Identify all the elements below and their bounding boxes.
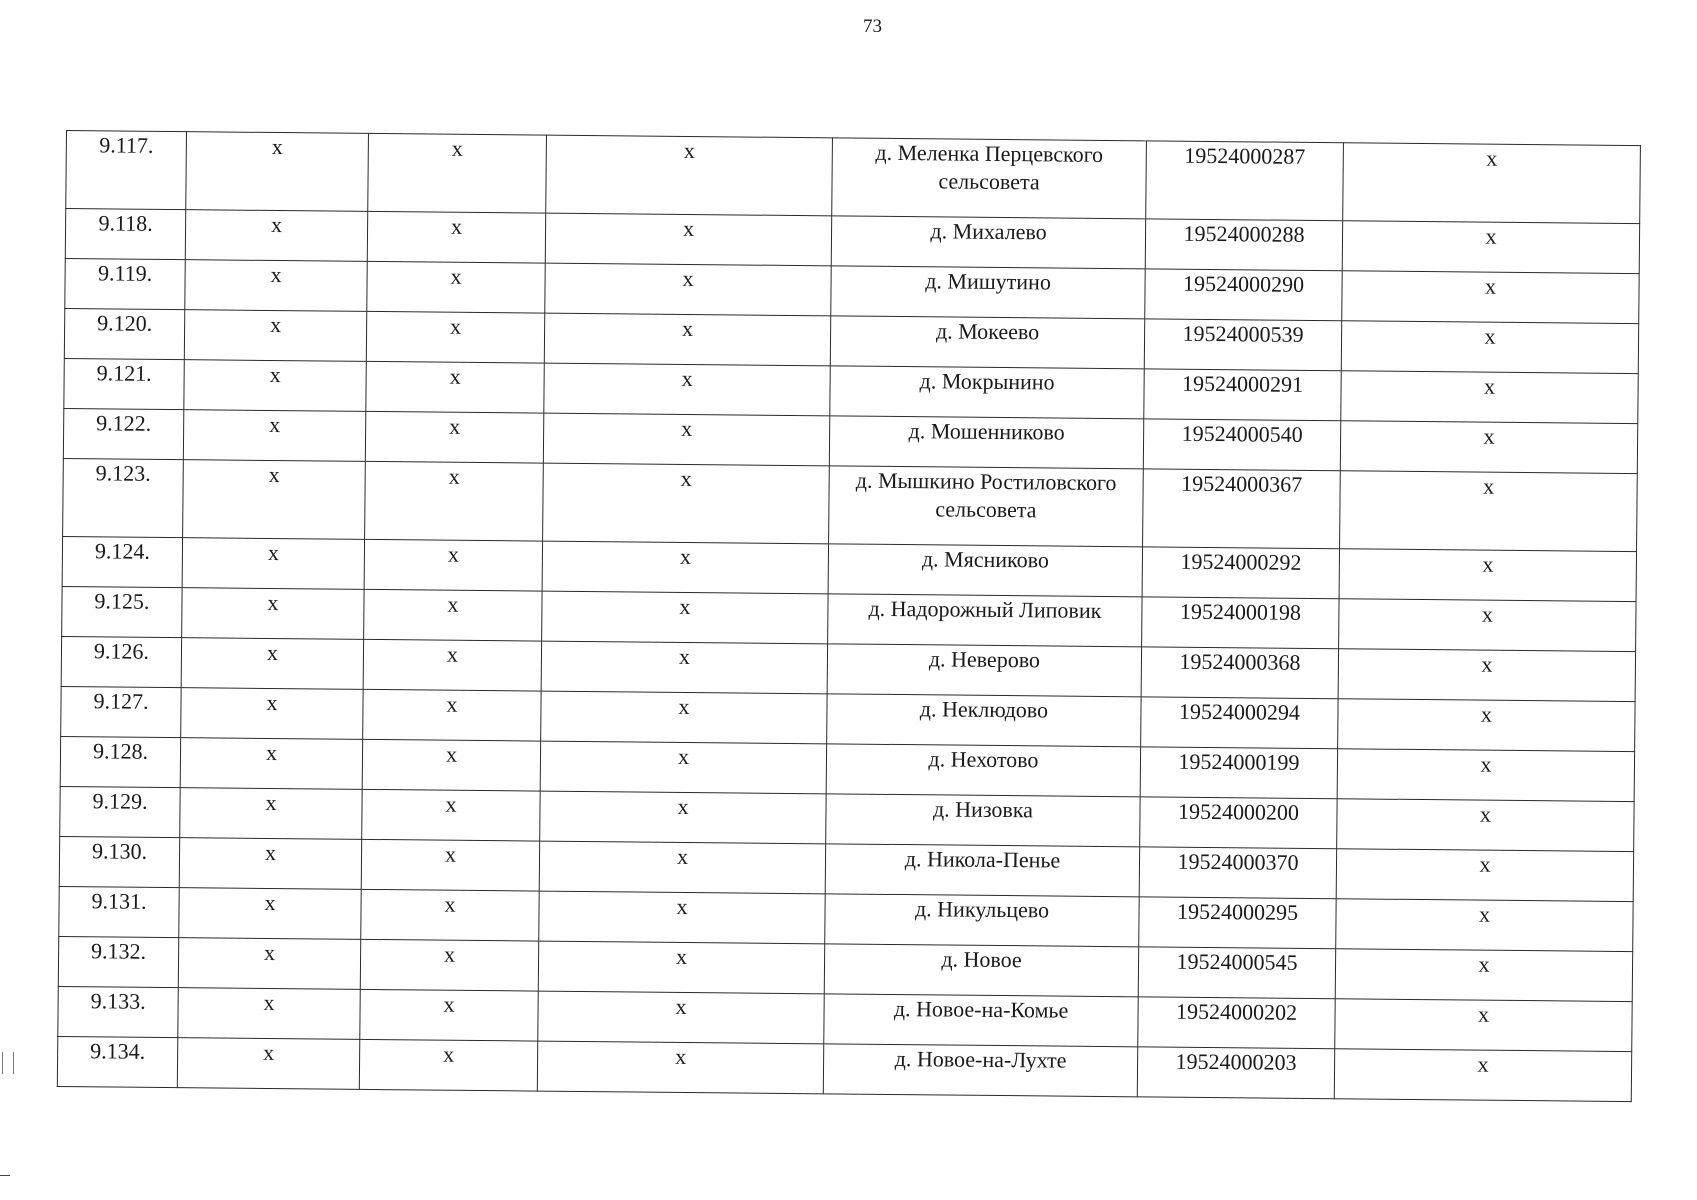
- column-4-cell: x: [546, 135, 833, 216]
- settlement-name-cell: д. Неверово: [827, 644, 1141, 697]
- column-7-cell: x: [1342, 221, 1639, 274]
- settlement-name-cell: д. Мышкино Ростиловского сельсовета: [829, 466, 1144, 547]
- row-number-cell: 9.133.: [58, 986, 178, 1037]
- settlement-code-cell: 19524000292: [1142, 547, 1339, 599]
- settlement-code-cell: 19524000288: [1145, 219, 1342, 271]
- column-7-cell: x: [1340, 421, 1637, 474]
- column-7-cell: x: [1335, 949, 1632, 1002]
- settlement-name-cell: д. Нехотово: [826, 744, 1140, 797]
- column-3-cell: x: [365, 461, 544, 541]
- column-4-cell: x: [539, 841, 825, 894]
- settlement-code-cell: 19524000545: [1138, 947, 1335, 999]
- column-2-cell: x: [181, 688, 363, 740]
- column-4-cell: x: [538, 941, 824, 994]
- column-3-cell: x: [364, 539, 542, 591]
- settlement-name-cell: д. Меленка Перцевского сельсовета: [832, 138, 1147, 219]
- column-7-cell: x: [1339, 599, 1636, 652]
- column-7-cell: x: [1339, 549, 1636, 602]
- settlement-code-cell: 19524000367: [1143, 469, 1341, 549]
- column-2-cell: x: [179, 888, 361, 940]
- register-table-wrapper: [57, 130, 1640, 1102]
- row-number-cell: 9.124.: [62, 536, 182, 587]
- column-4-cell: x: [545, 213, 831, 266]
- settlement-name-cell: д. Никульцево: [825, 894, 1139, 947]
- row-number-cell: 9.132.: [58, 936, 178, 987]
- settlement-code-cell: 19524000203: [1137, 1047, 1334, 1099]
- column-2-cell: x: [179, 838, 361, 890]
- column-7-cell: x: [1336, 899, 1633, 952]
- row-number-cell: 9.121.: [64, 358, 184, 409]
- column-3-cell: x: [362, 789, 540, 841]
- row-number-cell: 9.128.: [60, 736, 180, 787]
- row-number-cell: 9.122.: [63, 408, 183, 459]
- settlement-code-cell: 19524000202: [1138, 997, 1335, 1049]
- column-4-cell: x: [540, 791, 826, 844]
- table-row: [63, 458, 1638, 551]
- column-7-cell: x: [1338, 649, 1635, 702]
- column-4-cell: x: [542, 541, 828, 594]
- row-number-cell: 9.123.: [63, 458, 184, 537]
- settlement-code-cell: 19524000198: [1142, 597, 1339, 649]
- column-7-cell: x: [1334, 1049, 1631, 1102]
- settlement-code-cell: 19524000295: [1139, 897, 1336, 949]
- row-number-cell: 9.134.: [57, 1036, 177, 1087]
- column-7-cell: x: [1335, 999, 1632, 1052]
- settlement-code-cell: 19524000368: [1141, 647, 1338, 699]
- column-4-cell: x: [537, 1041, 823, 1094]
- column-2-cell: x: [180, 788, 362, 840]
- column-2-cell: x: [177, 1038, 359, 1090]
- column-7-cell: x: [1341, 371, 1638, 424]
- settlement-code-cell: 19524000200: [1140, 797, 1337, 849]
- column-4-cell: x: [544, 313, 830, 366]
- column-3-cell: x: [361, 839, 539, 891]
- row-number-cell: 9.118.: [65, 209, 185, 260]
- settlement-name-cell: д. Мошенниково: [829, 416, 1143, 469]
- column-2-cell: x: [184, 360, 366, 412]
- column-2-cell: x: [178, 988, 360, 1040]
- column-4-cell: x: [543, 463, 830, 544]
- column-7-cell: x: [1343, 143, 1641, 224]
- row-number-cell: 9.131.: [59, 886, 179, 937]
- column-4-cell: x: [541, 691, 827, 744]
- settlement-name-cell: д. Низовка: [826, 794, 1140, 847]
- column-3-cell: x: [367, 211, 545, 263]
- column-3-cell: x: [368, 133, 547, 213]
- column-3-cell: x: [359, 1039, 537, 1091]
- column-2-cell: x: [178, 938, 360, 990]
- column-4-cell: x: [540, 741, 826, 794]
- column-2-cell: x: [180, 738, 362, 790]
- column-4-cell: x: [543, 413, 829, 466]
- page-number: 73: [863, 16, 882, 37]
- column-3-cell: x: [365, 411, 543, 463]
- register-table-body: [57, 131, 1640, 1102]
- settlement-code-cell: 19524000540: [1143, 419, 1340, 471]
- column-7-cell: x: [1336, 849, 1633, 902]
- column-7-cell: x: [1341, 321, 1638, 374]
- settlement-code-cell: 19524000539: [1144, 319, 1341, 371]
- settlement-code-cell: 19524000287: [1146, 141, 1344, 221]
- column-7-cell: x: [1338, 699, 1635, 752]
- settlement-name-cell: д. Мясниково: [828, 544, 1142, 597]
- column-2-cell: x: [185, 260, 367, 312]
- column-7-cell: x: [1342, 271, 1639, 324]
- row-number-cell: 9.127.: [61, 686, 181, 737]
- row-number-cell: 9.126.: [61, 636, 181, 687]
- column-2-cell: x: [183, 460, 366, 540]
- row-number-cell: 9.125.: [62, 586, 182, 637]
- column-3-cell: x: [360, 939, 538, 991]
- settlement-name-cell: д. Мишутино: [831, 266, 1145, 319]
- settlement-name-cell: д. Неклюдово: [827, 694, 1141, 747]
- settlement-name-cell: д. Новое: [824, 944, 1138, 997]
- column-3-cell: x: [364, 589, 542, 641]
- column-3-cell: x: [366, 361, 544, 413]
- settlement-name-cell: д. Мокеево: [830, 316, 1144, 369]
- column-2-cell: x: [184, 310, 366, 362]
- settlement-code-cell: 19524000199: [1140, 747, 1337, 799]
- column-4-cell: x: [542, 591, 828, 644]
- column-2-cell: x: [186, 132, 369, 212]
- column-4-cell: x: [538, 991, 824, 1044]
- column-2-cell: x: [185, 210, 367, 262]
- table-row: [66, 131, 1641, 224]
- column-7-cell: x: [1340, 471, 1638, 552]
- column-3-cell: x: [361, 889, 539, 941]
- column-4-cell: x: [544, 363, 830, 416]
- settlement-code-cell: 19524000290: [1145, 269, 1342, 321]
- settlement-code-cell: 19524000294: [1141, 697, 1338, 749]
- column-3-cell: x: [363, 689, 541, 741]
- column-2-cell: x: [182, 538, 364, 590]
- column-4-cell: x: [541, 641, 827, 694]
- row-number-cell: 9.129.: [60, 786, 180, 837]
- row-number-cell: 9.120.: [64, 308, 184, 359]
- settlement-name-cell: д. Мокрынино: [830, 366, 1144, 419]
- settlement-code-cell: 19524000291: [1144, 369, 1341, 421]
- column-3-cell: x: [366, 311, 544, 363]
- scan-margin-tick: [0, 1175, 10, 1176]
- register-table: [57, 130, 1641, 1102]
- column-2-cell: x: [181, 638, 363, 690]
- settlement-name-cell: д. Новое-на-Лухте: [823, 1044, 1137, 1097]
- settlement-name-cell: д. Михалево: [831, 216, 1145, 269]
- column-3-cell: x: [360, 989, 538, 1041]
- column-2-cell: x: [182, 588, 364, 640]
- row-number-cell: 9.119.: [65, 258, 185, 309]
- settlement-name-cell: д. Новое-на-Комье: [824, 994, 1138, 1047]
- column-3-cell: x: [367, 261, 545, 313]
- column-7-cell: x: [1337, 799, 1634, 852]
- column-3-cell: x: [363, 639, 541, 691]
- column-2-cell: x: [183, 410, 365, 462]
- settlement-name-cell: д. Надорожный Липовик: [828, 594, 1142, 647]
- column-4-cell: x: [539, 891, 825, 944]
- row-number-cell: 9.130.: [59, 836, 179, 887]
- settlement-code-cell: 19524000370: [1139, 847, 1336, 899]
- settlement-name-cell: д. Никола-Пенье: [825, 844, 1139, 897]
- column-7-cell: x: [1337, 749, 1634, 802]
- column-3-cell: x: [362, 739, 540, 791]
- scan-margin-marks: [2, 1052, 14, 1074]
- row-number-cell: 9.117.: [66, 131, 187, 210]
- column-4-cell: x: [545, 263, 831, 316]
